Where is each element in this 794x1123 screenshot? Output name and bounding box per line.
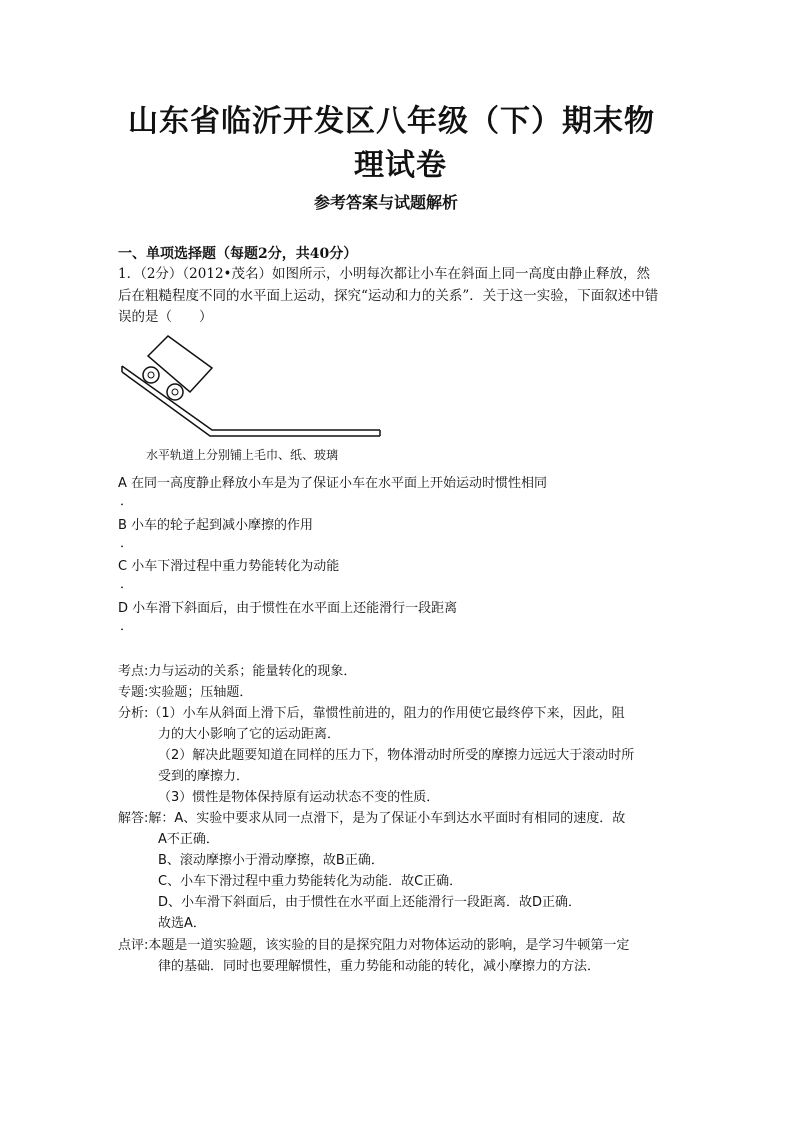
option-b-dot: ． <box>120 536 134 551</box>
jieda-line-4: C、小车下滑过程中重力势能转化为动能．故C正确． <box>158 874 463 889</box>
title-line-1: 山东省临沂开发区八年级（下）期末物 <box>128 104 655 139</box>
track-top-line <box>122 366 380 430</box>
title-line-2: 理试卷 <box>354 148 447 183</box>
option-b: B 小车的轮子起到减小摩擦的作用 <box>118 518 314 533</box>
kaodian-line: 考点:力与运动的关系；能量转化的现象． <box>118 664 357 679</box>
dianping-line-2: 律的基础．同时也要理解惯性，重力势能和动能的转化，减小摩擦力的方法． <box>158 959 601 974</box>
fenxi-line-5: （3）惯性是物体保持原有运动状态不变的性质． <box>158 790 440 805</box>
option-d: D 小车滑下斜面后，由于惯性在水平面上还能滑行一段距离 <box>118 601 458 616</box>
subtitle: 参考答案与试题解析 <box>314 193 459 212</box>
question-line-2: 后在粗糙程度不同的水平面上运动，探究“运动和力的关系”．关于这一实验，下面叙述中错 <box>118 288 659 304</box>
jieda-line-6: 故选A． <box>158 916 206 931</box>
cart-wheel-rear <box>143 367 159 383</box>
option-d-dot: ． <box>120 619 134 634</box>
zhuanti-line: 专题:实验题；压轴题． <box>118 685 253 700</box>
jieda-line-3: B、滚动摩擦小于滑动摩擦，故B正确． <box>158 853 384 868</box>
question-line-3: 误的是（ ） <box>118 309 213 325</box>
option-c-dot: ． <box>120 577 134 592</box>
figure-caption: 水平轨道上分别铺上毛巾、纸、玻璃 <box>146 448 339 462</box>
dianping-line-1: 点评:本题是一道实验题，该实验的目的是探究阻力对物体运动的影响，是学习牛顿第一定 <box>118 938 630 953</box>
fenxi-line-4: 受到的摩擦力． <box>158 769 250 784</box>
fenxi-line-2: 力的大小影响了它的运动距离． <box>158 727 341 742</box>
fenxi-line-1: 分析:（1）小车从斜面上滑下后，靠惯性前进的，阻力的作用使它最终停下来，因此，阻 <box>118 706 625 721</box>
incline-cart-figure <box>118 330 388 440</box>
cart-wheel-front <box>167 384 183 400</box>
section-heading: 一、单项选择题（每题2分，共40分） <box>118 246 358 262</box>
track-bottom-line <box>122 372 380 436</box>
fenxi-line-3: （2）解决此题要知道在同样的压力下，物体滑动时所受的摩擦力远远大于滚动时所 <box>158 748 635 763</box>
question-line-1: 1．（2分）（2012•茂名）如图所示，小明每次都让小车在斜面上同一高度由静止释放，然 <box>118 266 650 282</box>
option-c: C 小车下滑过程中重力势能转化为动能 <box>118 559 340 574</box>
cart-body <box>148 336 212 392</box>
jieda-line-1: 解答:解：A、实验中要求从同一点滑下，是为了保证小车到达水平面时有相同的速度．故 <box>118 811 626 826</box>
option-a-dot: ． <box>120 494 134 509</box>
jieda-line-2: A不正确． <box>158 832 219 847</box>
jieda-line-5: D、小车滑下斜面后，由于惯性在水平面上还能滑行一段距离．故D正确． <box>158 895 582 910</box>
option-a: A 在同一高度静止释放小车是为了保证小车在水平面上开始运动时惯性相同 <box>118 476 548 491</box>
